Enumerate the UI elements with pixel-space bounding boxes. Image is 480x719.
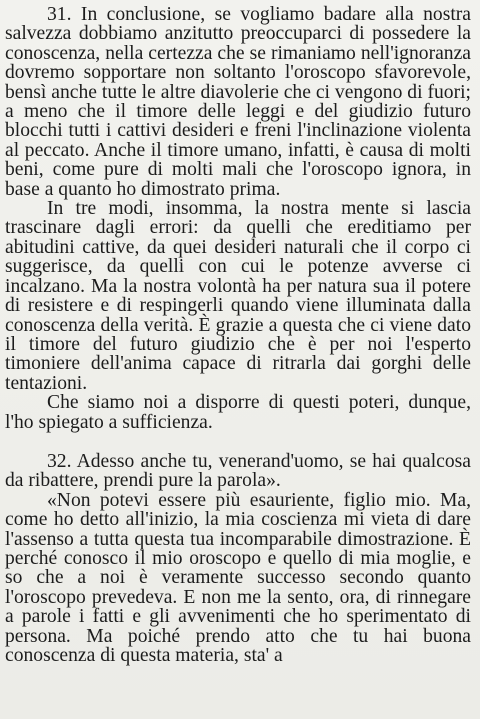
paragraph: 31. In conclusione, se vogliamo badare alla nostra salvezza dobbiamo anzitutto preoccuparci di possedere la conoscenza, nella certezza che se rimaniamo nell'ignoranza dovremo sopportare non soltanto l'oroscopo sfavorevole, bensì anche tutte le altre diavolerie che ci vengono di fuori; a meno che il timore delle leggi e del giudizio futuro blocchi tutti i cattivi desideri e freni l'inclinazione violenta al peccato. Anche il timore umano, infatti, è causa di molti beni, come pure di molti mali che l'oroscopo ignora, in base a quanto ho dimostrato prima.: [5, 4, 471, 200]
paragraph: In tre modi, insomma, la nostra mente si lascia trascinare dagli errori: da quelli che ereditiamo per abitudini cattive, da quei desideri naturali che il corpo ci suggerisce, da quelli con cui le potenze avverse ci incalzano. Ma la nostra volontà ha per natura sua il potere di resistere e di respingerli quando viene illuminata dalla conoscenza della verità. È grazie a questa che ci viene dato il timore del futuro giudizio che è per noi l'esperto timoniere dell'anima capace di ritrarla dai gorghi delle tentazioni.: [5, 198, 471, 394]
paragraph: Che siamo noi a disporre di questi poteri, dunque, l'ho spiegato a sufficienza.: [5, 392, 471, 433]
section-32: [5, 452, 471, 665]
section-31: [5, 5, 471, 432]
paragraph: 32. Adesso anche tu, venerand'uomo, se hai qualcosa da ribattere, prendi pure la parola».: [5, 451, 471, 492]
paragraph: «Non potevi essere più esauriente, figlio mio. Ma, come ho detto all'inizio, la mia coscienza mi vieta di dare l'assenso a tutta questa tua incomparabile dimostrazione. È perché conosco il mio oroscopo e quello di mia moglie, e so che a noi è veramente successo secondo quanto l'oroscopo prevedeva. E non me la sento, ora, di rinnegare a parole i fatti e gli avvenimenti che ho sperimentato di persona. Ma poiché prendo atto che tu hai buona conoscenza di questa materia, sta' a: [5, 489, 471, 667]
